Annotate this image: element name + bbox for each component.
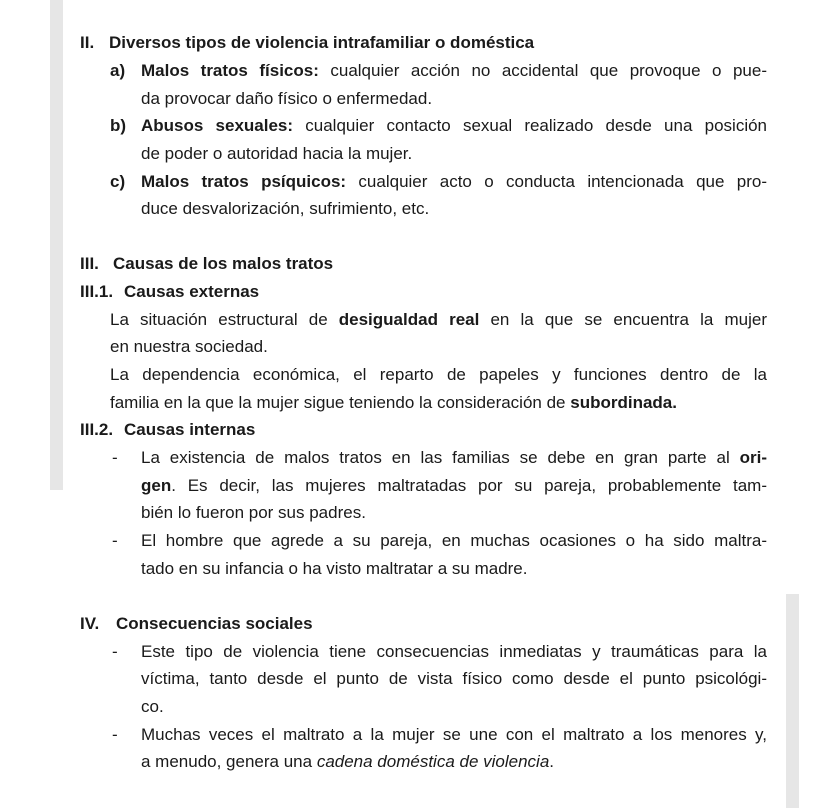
subsection-number: III.2.: [80, 420, 114, 439]
list-item: [141, 116, 767, 136]
text: La situación estructural de: [110, 310, 339, 329]
text: La dependencia económica, el reparto de papeles y funciones dentro de la: [110, 365, 767, 384]
text: a menudo, genera una: [141, 752, 317, 771]
list-item: [141, 642, 767, 662]
paragraph: [110, 310, 767, 330]
list-item: [141, 61, 767, 81]
subsection-title: Causas internas: [124, 420, 256, 439]
bullet-dash: -: [112, 448, 118, 467]
item-label: a): [110, 61, 126, 80]
emphasis: gen: [141, 476, 172, 495]
margin-bar-left: [50, 0, 63, 490]
section-title: Consecuencias sociales: [116, 614, 313, 633]
list-item: [141, 172, 767, 192]
list-item: [141, 448, 767, 468]
paragraph: [110, 365, 767, 385]
bullet-dash: -: [112, 725, 118, 744]
item-text: cualquier contacto sexual realizado desde una posición: [293, 116, 768, 135]
item-text: duce desvalorización, sufrimiento, etc.: [141, 199, 430, 218]
subsection-number: III.1.: [80, 282, 114, 301]
text: Muchas veces el maltrato a la mujer se une con el maltrato a los menores y,: [141, 725, 767, 744]
text: . Es decir, las mujeres maltratadas por su pareja, probablemente tam-: [171, 476, 767, 495]
list-item-text: co.: [141, 697, 164, 716]
list-item-text: [141, 669, 767, 689]
margin-bar-right: [786, 594, 799, 808]
italic-text: cadena doméstica de violencia: [316, 752, 550, 771]
text: Este tipo de violencia tiene consecuencias inmediatas y traumáticas para la: [141, 642, 767, 661]
item-text: cualquier acción no accidental que provoque o pue-: [318, 61, 768, 80]
text: .: [549, 752, 555, 771]
emphasis: desigualdad real: [338, 310, 480, 329]
section-title: Causas de los malos tratos: [113, 254, 334, 273]
list-item-text: bién lo fueron por sus padres.: [141, 503, 366, 522]
emphasis: subordinada.: [570, 393, 677, 412]
item-label: c): [110, 172, 126, 191]
paragraph-text: en nuestra sociedad.: [110, 337, 268, 356]
text: víctima, tanto desde el punto de vista físico como desde el punto psicológi-: [141, 669, 767, 688]
list-item-text: [141, 476, 767, 496]
list-item: [141, 725, 767, 745]
section-title: Diversos tipos de violencia intrafamiliar o doméstica: [109, 33, 535, 52]
item-term: Abusos sexuales:: [141, 116, 294, 135]
bullet-dash: -: [112, 531, 118, 550]
list-item-text: tado en su infancia o ha visto maltratar a su madre.: [141, 559, 528, 578]
text: familia en la que la mujer sigue teniendo la consideración de: [110, 393, 571, 412]
emphasis: ori-: [739, 448, 767, 467]
item-term: Malos tratos psíquicos:: [141, 172, 347, 191]
text: en la que se encuentra la mujer: [479, 310, 767, 329]
list-item: [141, 531, 767, 551]
paragraph-text: [110, 393, 677, 413]
section-number: IV.: [80, 614, 100, 633]
list-item-text: [141, 752, 554, 772]
section-number: II.: [80, 33, 95, 52]
subsection-title: Causas externas: [124, 282, 260, 301]
bullet-dash: -: [112, 642, 118, 661]
text: La existencia de malos tratos en las familias se debe en gran parte al: [141, 448, 740, 467]
item-label: b): [110, 116, 127, 135]
text: El hombre que agrede a su pareja, en muchas ocasiones o ha sido maltra-: [141, 531, 767, 550]
section-number: III.: [80, 254, 99, 273]
item-text: de poder o autoridad hacia la mujer.: [141, 144, 413, 163]
item-text: da provocar daño físico o enfermedad.: [141, 89, 433, 108]
item-text: cualquier acto o conducta intencionada que pro-: [346, 172, 767, 191]
item-term: Malos tratos físicos:: [141, 61, 319, 80]
